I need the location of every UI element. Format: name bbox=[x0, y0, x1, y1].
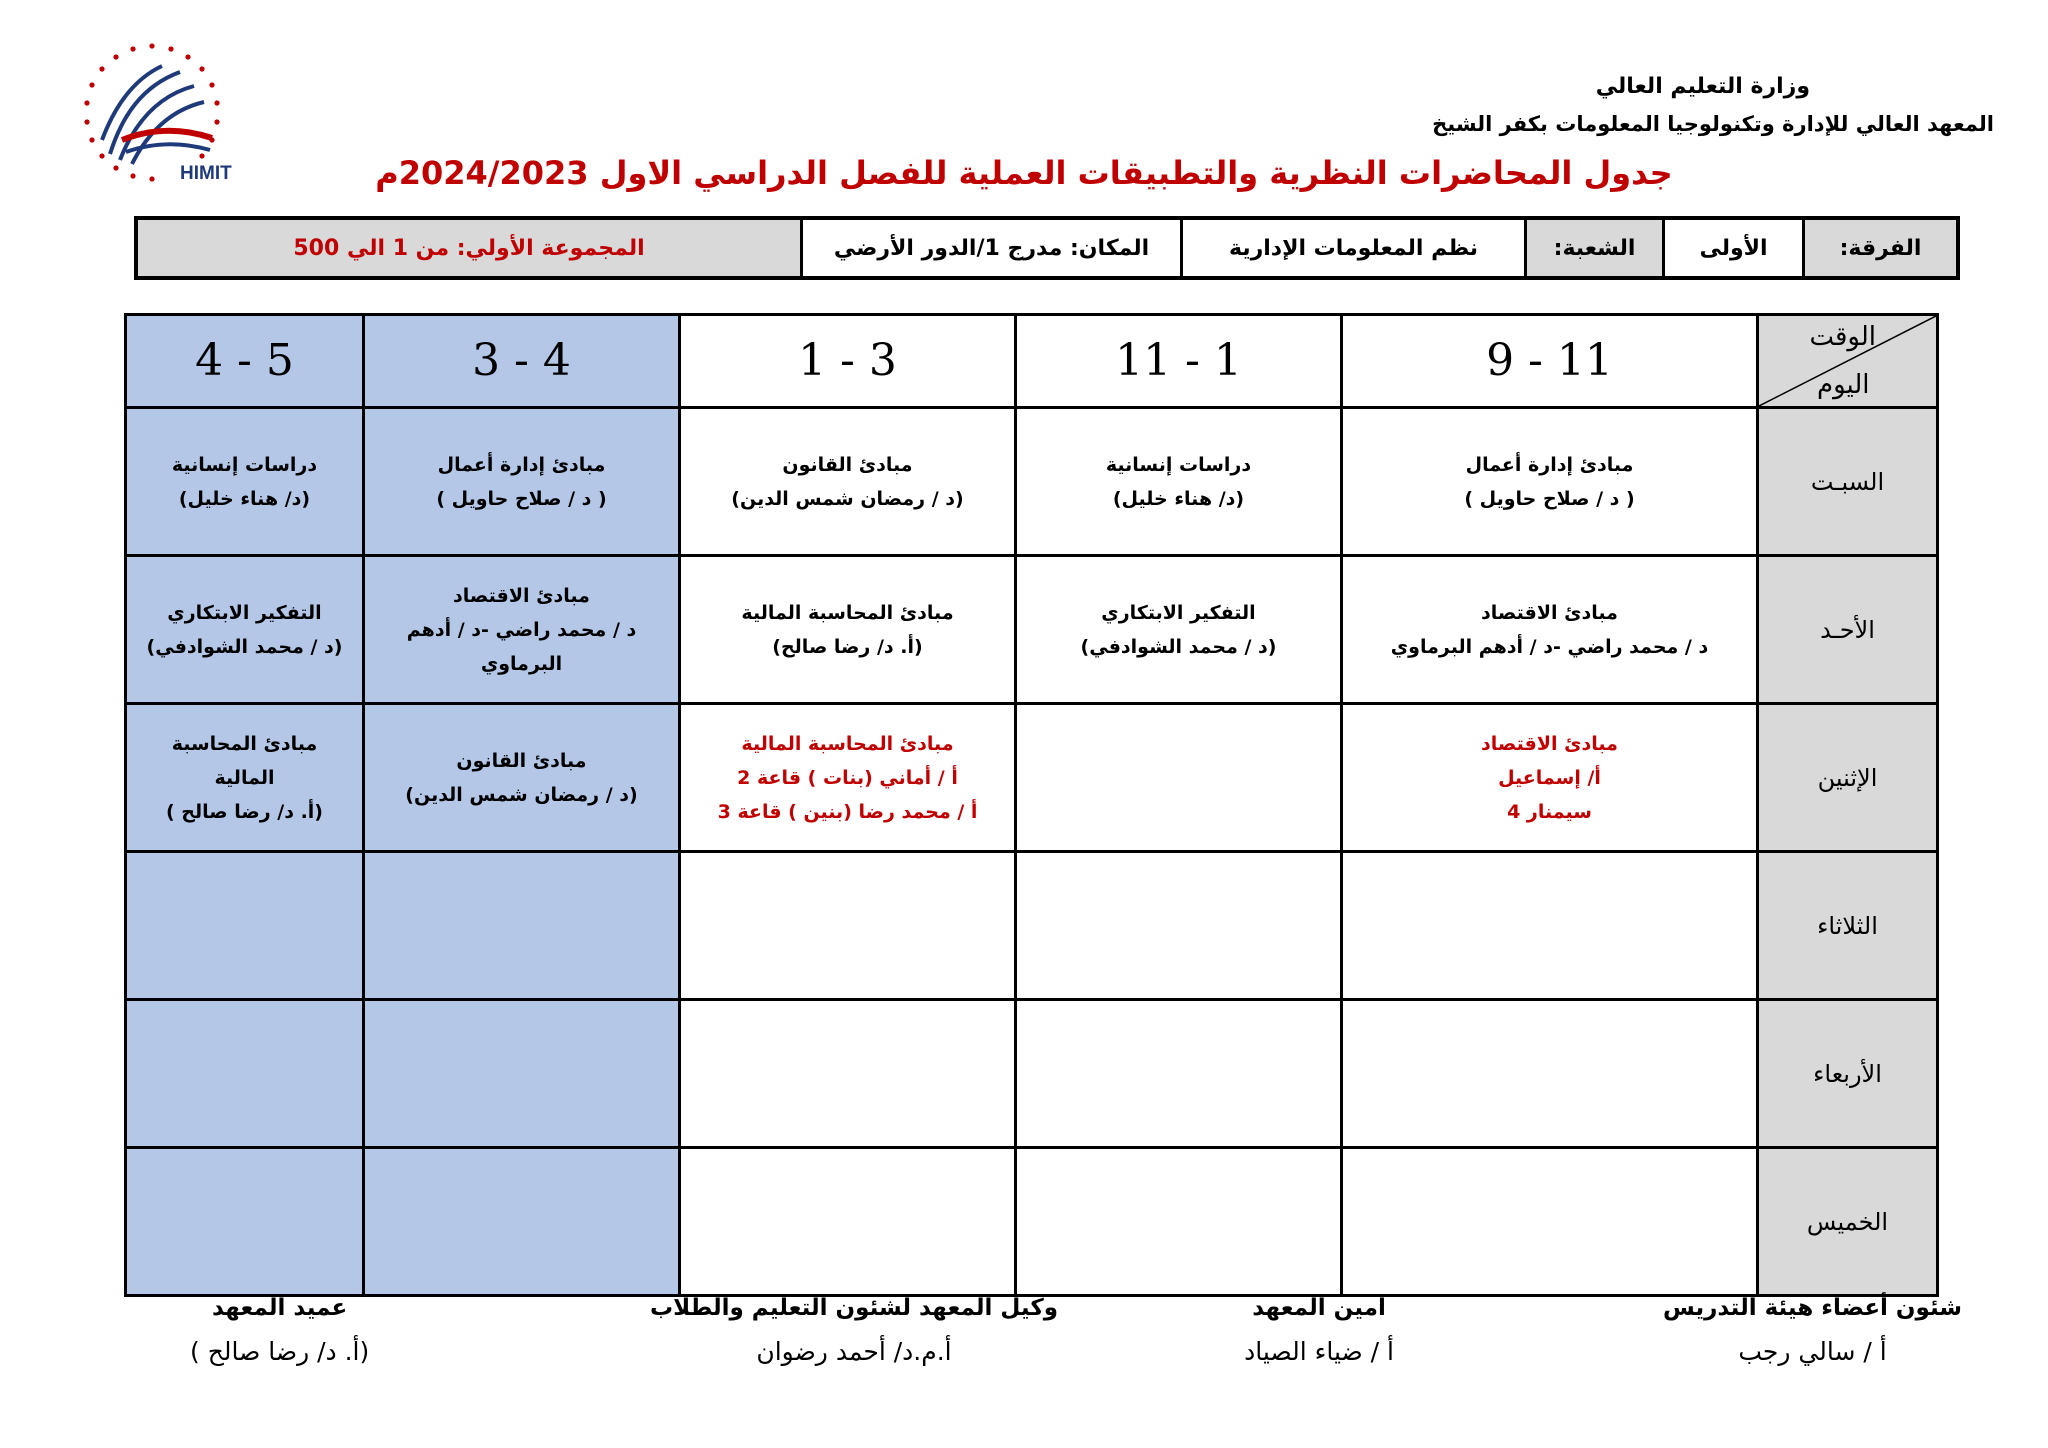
corner-cell bbox=[1758, 315, 1938, 408]
schedule-cell bbox=[680, 556, 1016, 704]
course-detail: (د / رمضان شمس الدين) bbox=[405, 783, 638, 806]
course-detail: البرماوي bbox=[480, 652, 563, 675]
schedule-cell bbox=[1342, 704, 1758, 852]
day-row bbox=[126, 1000, 1938, 1148]
signature-vice-dean bbox=[650, 1292, 1058, 1374]
schedule-cell bbox=[1016, 1000, 1342, 1148]
course-detail: (د / محمد الشوادفي) bbox=[146, 635, 343, 658]
time-header-row bbox=[126, 315, 1938, 408]
course-name: التفكير الابتكاري bbox=[167, 601, 322, 624]
course-detail: سيمنار 4 bbox=[1507, 800, 1592, 823]
schedule-cell bbox=[126, 1000, 364, 1148]
course-name: مبادئ القانون bbox=[456, 749, 587, 772]
signature-name: (أ. د/ رضا صالح ) bbox=[190, 1337, 370, 1366]
level-value: الأولى bbox=[1662, 220, 1802, 276]
schedule-cell bbox=[364, 408, 680, 556]
course-name: دراسات إنسانية bbox=[171, 453, 318, 476]
day-label: الخميس bbox=[1758, 1148, 1938, 1296]
course-name: مبادئ الاقتصاد bbox=[1481, 732, 1618, 755]
schedule-cell bbox=[126, 408, 364, 556]
schedule-cell bbox=[1342, 1000, 1758, 1148]
course-detail: أ/ إسماعيل bbox=[1498, 766, 1601, 789]
day-label: السبـت bbox=[1758, 408, 1938, 556]
course-detail: (د / رمضان شمس الدين) bbox=[731, 487, 964, 510]
corner-day-label: اليوم bbox=[1817, 370, 1870, 400]
schedule-cell bbox=[364, 1148, 680, 1296]
time-slot-header: 3 - 4 bbox=[364, 315, 680, 408]
course-detail: (د / محمد الشوادفي) bbox=[1080, 635, 1277, 658]
day-label: الأربعاء bbox=[1758, 1000, 1938, 1148]
schedule-cell bbox=[1016, 704, 1342, 852]
day-label: الإثنين bbox=[1758, 704, 1938, 852]
schedule-cell bbox=[126, 1148, 364, 1296]
schedule-cell bbox=[1016, 1148, 1342, 1296]
schedule-cell bbox=[1342, 1148, 1758, 1296]
schedule-cell bbox=[680, 852, 1016, 1000]
time-slot-header: 11 - 1 bbox=[1016, 315, 1342, 408]
time-slot-header: 9 - 11 bbox=[1342, 315, 1758, 408]
time-slot-header: 4 - 5 bbox=[126, 315, 364, 408]
course-detail: (أ. د/ رضا صالح ) bbox=[165, 800, 323, 823]
signature-secretary bbox=[1244, 1292, 1394, 1374]
schedule-cell bbox=[364, 704, 680, 852]
schedule-cell bbox=[364, 1000, 680, 1148]
day-row bbox=[126, 408, 1938, 556]
place-info: المكان: مدرج 1/الدور الأرضي bbox=[800, 220, 1180, 276]
time-slot-header: 1 - 3 bbox=[680, 315, 1016, 408]
corner-time-label: الوقت bbox=[1809, 322, 1876, 352]
signature-name: أ / ضياء الصياد bbox=[1244, 1337, 1394, 1366]
day-row bbox=[126, 852, 1938, 1000]
class-info-bar bbox=[134, 216, 1960, 280]
schedule-cell bbox=[126, 556, 364, 704]
course-name: مبادئ الاقتصاد bbox=[1481, 601, 1618, 624]
level-label: الفرقة: bbox=[1802, 220, 1956, 276]
course-detail: (أ. د/ رضا صالح) bbox=[772, 635, 923, 658]
course-detail: (د/ هناء خليل) bbox=[1112, 487, 1245, 510]
course-name: مبادئ القانون bbox=[782, 453, 913, 476]
ministry-name: وزارة التعليم العالي bbox=[1595, 74, 1810, 99]
course-name: مبادئ المحاسبة المالية bbox=[741, 732, 954, 755]
course-detail: أ / أماني (بنات ) قاعة 2 bbox=[737, 766, 958, 789]
course-name: مبادئ إدارة أعمال bbox=[437, 453, 606, 476]
logo-globe-lines bbox=[102, 66, 204, 164]
signature-role: عميد المعهد bbox=[212, 1295, 348, 1321]
day-label: الثلاثاء bbox=[1758, 852, 1938, 1000]
course-name: دراسات إنسانية bbox=[1105, 453, 1252, 476]
signature-role: امين المعهد bbox=[1252, 1295, 1386, 1321]
schedule-cell bbox=[1016, 408, 1342, 556]
signature-name: أ / سالي رجب bbox=[1738, 1337, 1887, 1366]
schedule-cell bbox=[680, 704, 1016, 852]
schedule-cell bbox=[364, 556, 680, 704]
course-detail: د / محمد راضي -د / أدهم bbox=[406, 618, 637, 641]
signature-dean bbox=[190, 1292, 369, 1374]
schedule-cell bbox=[126, 704, 364, 852]
course-detail: ( د / صلاح حاويل ) bbox=[436, 487, 607, 510]
course-name: مبادئ المحاسبة bbox=[171, 732, 318, 755]
schedule-cell bbox=[126, 852, 364, 1000]
day-row bbox=[126, 556, 1938, 704]
signature-faculty-affairs bbox=[1663, 1292, 1962, 1374]
signature-role: شئون أعضاء هيئة التدريس bbox=[1663, 1295, 1962, 1321]
course-name: مبادئ الاقتصاد bbox=[453, 584, 590, 607]
division-value: نظم المعلومات الإدارية bbox=[1180, 220, 1524, 276]
page-title: جدول المحاضرات النظرية والتطبيقات العملية للفصل الدراسي الاول 2024/2023م bbox=[375, 154, 1673, 192]
course-name: مبادئ المحاسبة المالية bbox=[741, 601, 954, 624]
schedule-cell bbox=[364, 852, 680, 1000]
course-detail: د / محمد راضي -د / أدهم البرماوي bbox=[1390, 635, 1709, 658]
course-detail: أ / محمد رضا (بنين ) قاعة 3 bbox=[717, 800, 978, 823]
course-detail: ( د / صلاح حاويل ) bbox=[1464, 487, 1635, 510]
logo-text: HIMIT bbox=[180, 163, 232, 184]
schedule-cell bbox=[1016, 556, 1342, 704]
signature-role: وكيل المعهد لشئون التعليم والطلاب bbox=[650, 1295, 1058, 1321]
course-name: مبادئ إدارة أعمال bbox=[1465, 453, 1634, 476]
course-detail: (د/ هناء خليل) bbox=[178, 487, 311, 510]
schedule-cell bbox=[680, 1148, 1016, 1296]
group-range: المجموعة الأولي: من 1 الي 500 bbox=[293, 235, 645, 261]
day-row bbox=[126, 1148, 1938, 1296]
schedule-cell bbox=[1342, 852, 1758, 1000]
schedule-cell bbox=[1342, 408, 1758, 556]
day-label: الأحـد bbox=[1758, 556, 1938, 704]
day-row bbox=[126, 704, 1938, 852]
course-name: التفكير الابتكاري bbox=[1101, 601, 1256, 624]
signature-name: أ.م.د/ أحمد رضوان bbox=[756, 1337, 952, 1366]
institute-name: المعهد العالي للإدارة وتكنولوجيا المعلومات بكفر الشيخ bbox=[1432, 112, 1994, 136]
schedule-cell bbox=[680, 408, 1016, 556]
schedule-cell bbox=[1342, 556, 1758, 704]
schedule-cell bbox=[680, 1000, 1016, 1148]
schedule-table bbox=[124, 313, 1939, 1297]
course-detail: المالية bbox=[214, 766, 275, 789]
schedule-cell bbox=[1016, 852, 1342, 1000]
division-label: الشعبة: bbox=[1524, 220, 1662, 276]
